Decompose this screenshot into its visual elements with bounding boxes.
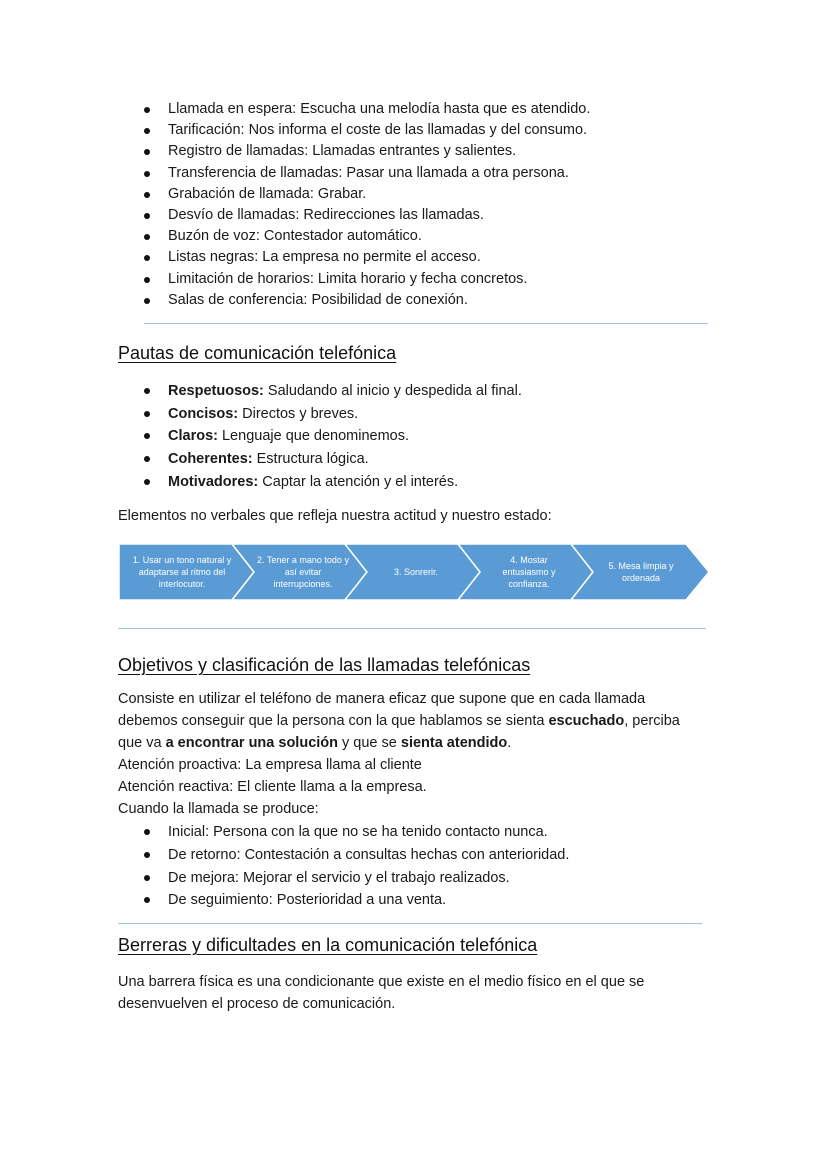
bullet-icon	[144, 897, 150, 903]
list-item: Llamada en espera: Escucha una melodía hasta que es atendido.	[0, 99, 590, 120]
section-divider	[144, 323, 708, 324]
call-types-list	[0, 821, 569, 912]
nonverbal-intro: Elementos no verbales que refleja nuestra actitud y nuestro estado:	[118, 508, 552, 524]
list-item: Buzón de voz: Contestador automático.	[0, 226, 590, 247]
list-item: Concisos: Directos y breves.	[0, 403, 522, 426]
step-label-2: 2. Tener a mano todo y así evitar interrupciones.	[257, 555, 349, 589]
list-item: Inicial: Persona con la que no se ha tenido contacto nunca.	[0, 821, 569, 844]
list-item: Claros: Lenguaje que denominemos.	[0, 425, 522, 448]
proactive-line: Atención proactiva: La empresa llama al cliente	[118, 757, 422, 773]
features-list	[0, 99, 590, 311]
bullet-icon	[144, 411, 150, 417]
list-item: Motivadores: Captar la atención y el interés.	[0, 471, 522, 494]
list-item: De retorno: Contestación a consultas hechas con anterioridad.	[0, 844, 569, 867]
step-label-3: 3. Sonrerir.	[393, 567, 439, 577]
bullet-icon	[144, 388, 150, 394]
section-title-pautas: Pautas de comunicación telefónica	[118, 343, 397, 363]
list-item: Registro de llamadas: Llamadas entrantes y salientes.	[0, 141, 590, 162]
when-line: Cuando la llamada se produce:	[118, 801, 319, 817]
bullet-icon	[144, 171, 150, 177]
section-title-barreras: Berreras y dificultades en la comunicación telefónica	[118, 935, 538, 955]
bullet-icon	[144, 255, 150, 261]
bullet-icon	[144, 875, 150, 881]
list-item: Limitación de horarios: Limita horario y fecha concretos.	[0, 269, 590, 290]
bullet-icon	[144, 277, 150, 283]
bullet-icon	[144, 433, 150, 439]
reactive-line: Atención reactiva: El cliente llama a la empresa.	[118, 779, 427, 795]
step-label-1: 1. Usar un tono natural y adaptarse al ritmo del interlocutor.	[132, 555, 232, 589]
bullet-icon	[144, 192, 150, 198]
bullet-icon	[144, 456, 150, 462]
bullet-icon	[144, 128, 150, 134]
list-item: Salas de conferencia: Posibilidad de conexión.	[0, 290, 590, 311]
list-item: Transferencia de llamadas: Pasar una llamada a otra persona.	[0, 163, 590, 184]
section-title-objetivos: Objetivos y clasificación de las llamadas telefónicas	[118, 655, 531, 675]
step-label-5: 5. Mesa limpia y ordenada	[608, 561, 674, 583]
bullet-icon	[144, 829, 150, 835]
list-item: Tarificación: Nos informa el coste de las llamadas y del consumo.	[0, 120, 590, 141]
bullet-icon	[144, 149, 150, 155]
list-item: Listas negras: La empresa no permite el acceso.	[0, 247, 590, 268]
list-item: De seguimiento: Posterioridad a una venta.	[0, 889, 569, 912]
bullet-icon	[144, 479, 150, 485]
list-item: Grabación de llamada: Grabar.	[0, 184, 590, 205]
objectives-paragraph: Consiste en utilizar el teléfono de manera eficaz que supone que en cada llamada debemos conseguir que la persona con la que hablamos se sienta escuchado, perciba que va a encontrar una solución y que se sienta atendido. Atención proactiva: La empresa llama al cliente Atención reactiva: El cliente llama a la empresa. Cuando la llamada se produce:	[118, 688, 680, 820]
bullet-icon	[144, 852, 150, 858]
step-label-4: 4. Mostar entusiasmo y confianza.	[502, 555, 556, 589]
bullet-icon	[144, 298, 150, 304]
bullet-icon	[144, 234, 150, 240]
barriers-paragraph: Una barrera física es una condicionante que existe en el medio físico en el que se desenvuelven el proceso de comunicación.	[118, 974, 645, 1012]
list-item: Coherentes: Estructura lógica.	[0, 448, 522, 471]
bullet-icon	[144, 107, 150, 113]
guidelines-list	[0, 380, 522, 493]
list-item: Respetuosos: Saludando al inicio y despedida al final.	[0, 380, 522, 403]
list-item: De mejora: Mejorar el servicio y el trabajo realizados.	[0, 867, 569, 890]
section-divider	[118, 628, 706, 629]
bullet-icon	[144, 213, 150, 219]
nonverbal-process-diagram	[119, 544, 709, 600]
list-item: Desvío de llamadas: Redirecciones las llamadas.	[0, 205, 590, 226]
section-divider	[118, 923, 702, 924]
